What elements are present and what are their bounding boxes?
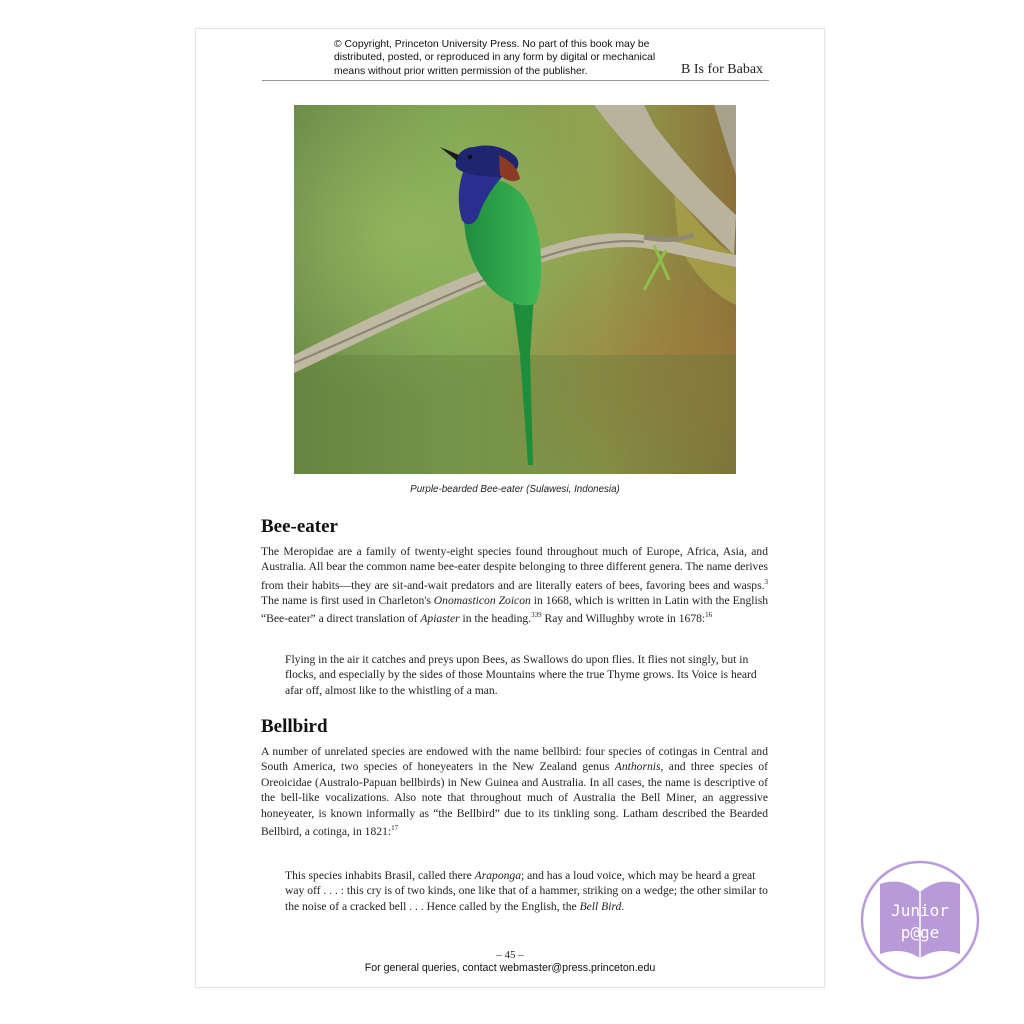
page-number: – 45 – [496, 949, 524, 961]
running-head: B Is for Babax [681, 62, 764, 77]
quote-text: . [621, 899, 625, 913]
bird-photo [294, 105, 736, 474]
copyright-line: distributed, posted, or reproduced in any form by digital or mechanical [334, 52, 656, 64]
english-name: Bell Bird [579, 899, 622, 913]
section-heading-bellbird: Bellbird [261, 716, 328, 737]
body-text: The name is first used in Charleton's [261, 594, 434, 608]
copyright-line: means without prior written permission of the publisher. [334, 65, 588, 77]
section-body-bee-eater [261, 544, 768, 627]
footnote-ref: 3 [764, 577, 768, 586]
section-heading-bee-eater: Bee-eater [261, 516, 338, 537]
copyright-notice [334, 38, 714, 78]
body-text: in 1668, which is written in Latin with the English “Bee-eater” a direct translation of [261, 594, 769, 626]
local-name: Araponga [474, 869, 522, 882]
section-body-bellbird [261, 744, 768, 839]
book-page [195, 28, 825, 988]
block-quote-bee-eater: Flying in the air it catches and preys upon Bees, as Swallows do upon flies. It flies not singly, but in flocks, and especially by the sides of those Mountains where the true Thyme grows. Its Voice is heard afar off, almost like to the whistling of a man. [285, 653, 757, 697]
latin-term: Apiaster [420, 612, 460, 626]
book-title: Onomasticon Zoicon [433, 594, 531, 608]
body-text: , and three species of Oreoicidae (Australo-Papuan bellbirds) in New Guinea and Australia. In all cases, the name is descriptive of the bell-like vocalizations. Also note that throughout much of Australia the Bell Miner, an aggressive honeyeater, is known informally as “the Bellbird” due to its tinkling song. Latham described the Bearded Bellbird, a cotinga, in 1821: [261, 760, 768, 838]
photo-caption: Purple-bearded Bee-eater (Sulawesi, Indonesia) [410, 484, 620, 495]
footnote-ref: 16 [705, 611, 713, 620]
body-text: A number of unrelated species are endowed with the name bellbird: four species of cotingas in Central and South America, two species of honeyeaters in the New Zealand genus [261, 745, 768, 774]
logo-line: Junior [891, 901, 949, 920]
quote-text: This species inhabits Brasil, called there [285, 869, 475, 882]
junior-page-logo [858, 858, 982, 982]
footnote-ref: 339 [531, 611, 542, 620]
body-text: Ray and Willughby wrote in 1678: [541, 612, 706, 626]
copyright-line: © Copyright, Princeton University Press. No part of this book may be [334, 39, 650, 50]
genus-name: Anthornis [614, 760, 661, 774]
body-text: The Meropidae are a family of twenty-eight species found throughout much of Europe, Africa, Asia, and Australia. All bear the common name bee-eater despite belonging to three different genera. The name derives from their habits—they are sit-and-wait predators and are literally eaters of bees, favoring bees and wasps. [261, 545, 768, 592]
body-text: in the heading. [459, 612, 532, 626]
logo-line: p@ge [900, 923, 940, 942]
quote-text: ; and has a loud voice, which may be heard a great way off . . . : this cry is of two kinds, one like that of a hammer, striking on a wedge; the other similar to the noise of a cracked bell . . . Hence called by the English, the [285, 869, 768, 913]
footer-contact: For general queries, contact webmaster@press.princeton.edu [364, 962, 656, 974]
footnote-ref: 17 [391, 824, 399, 833]
header-rule [262, 80, 769, 81]
block-quote-bellbird [285, 868, 768, 914]
